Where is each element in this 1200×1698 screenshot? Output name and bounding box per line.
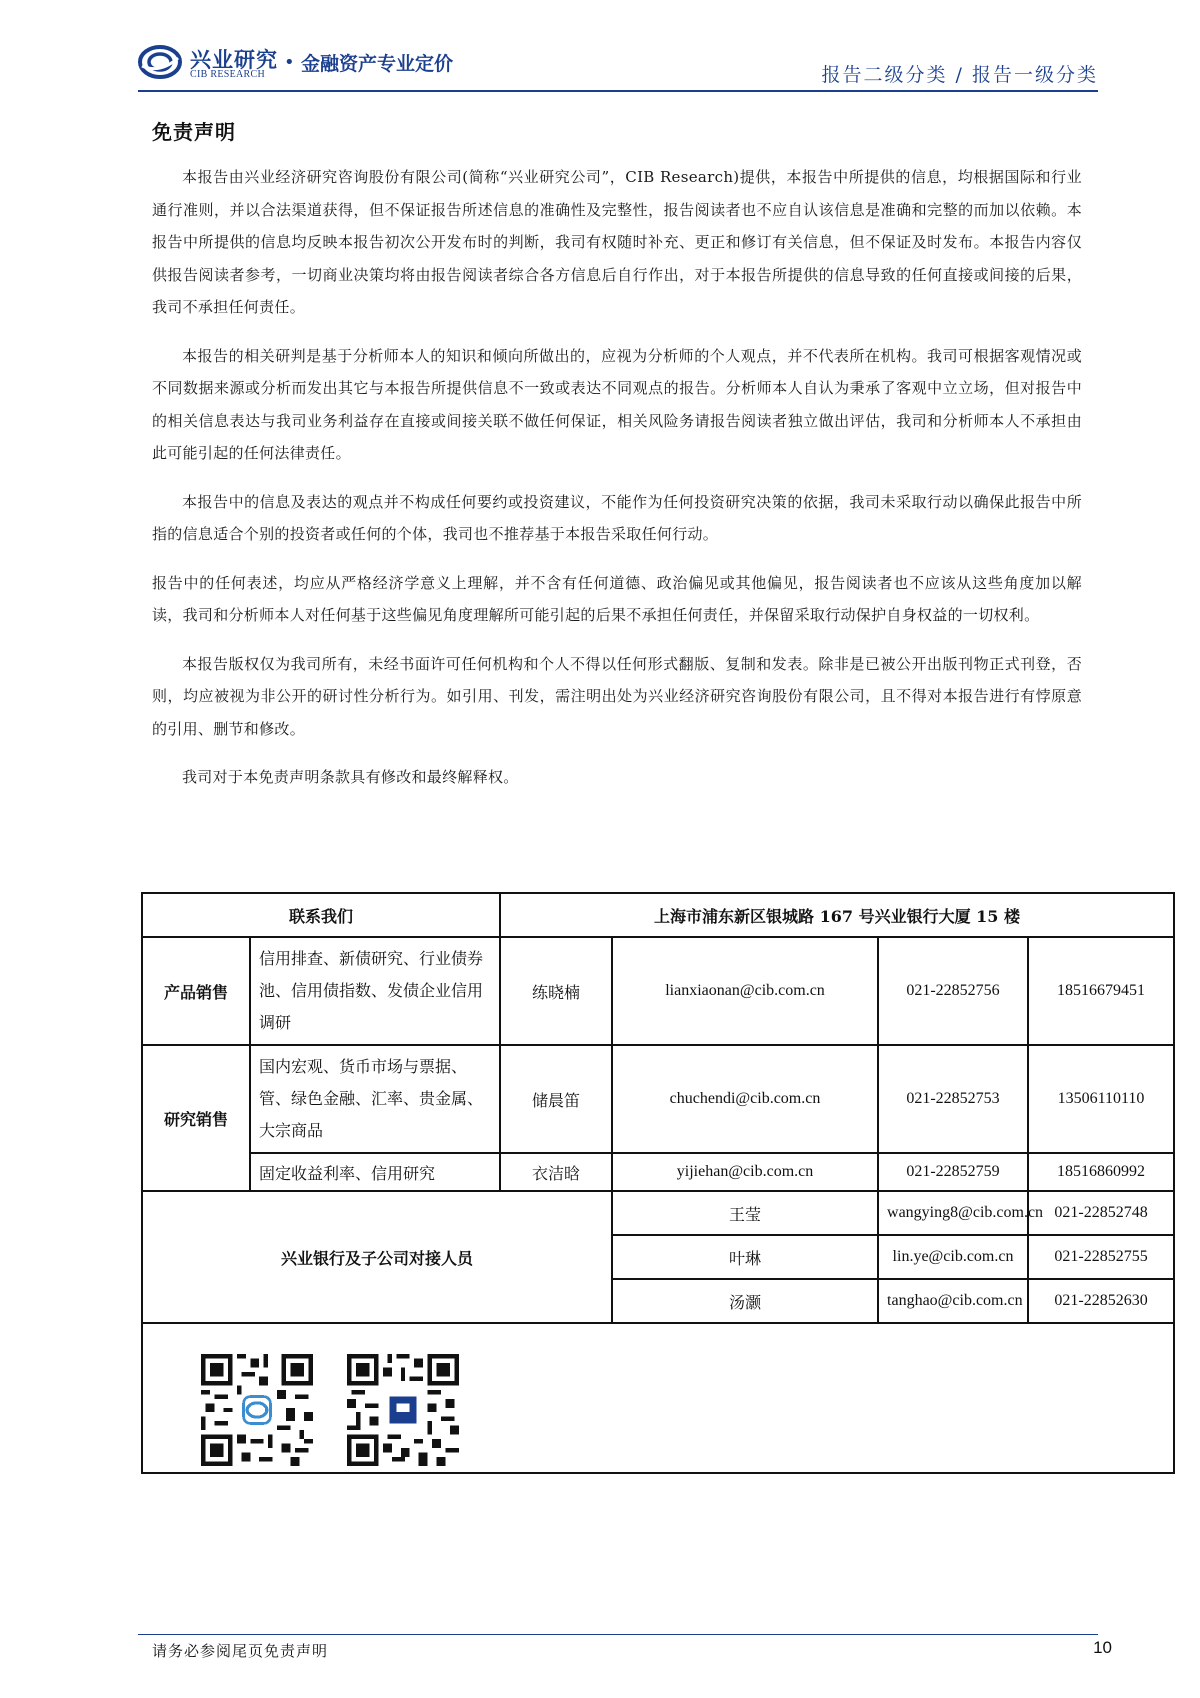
contact-name: 汤灏	[612, 1279, 878, 1323]
page-title: 免责声明	[152, 120, 236, 144]
contact-email[interactable]: wangying8@cib.com.cn	[878, 1191, 1028, 1235]
disclaimer-paragraph: 本报告的相关研判是基于分析师本人的知识和倾向所做出的，应视为分析师的个人观点，并不代表所在机构。我司可根据客观情况或不同数据来源或分析而发出其它与本报告所提供信息不一致或表达不同观点的报告。分析师本人自认为秉承了客观中立立场，但对报告中的相关信息表达与我司业务利益存在直接或间接关联不做任何保证，相关风险务请报告阅读者独立做出评估，我司和分析师本人不承担由此可能引起的任何法律责任。	[152, 346, 1082, 462]
coverage-topic: 信用排查、新债研究、行业债券池、信用债指数、发债企业信用调研	[250, 937, 500, 1045]
table-row	[142, 937, 1174, 1045]
footer-divider	[138, 1634, 1098, 1635]
disclaimer-body	[152, 161, 1082, 810]
contact-phone: 021-22852748	[1028, 1191, 1174, 1235]
table-row	[142, 1191, 1174, 1235]
contact-phone: 021-22852630	[1028, 1279, 1174, 1323]
contact-phone: 021-22852753	[878, 1045, 1028, 1153]
contact-table	[141, 892, 1175, 1474]
table-row	[142, 1045, 1174, 1153]
contact-header-label: 联系我们	[142, 893, 500, 937]
page-header	[138, 40, 1098, 90]
disclaimer-paragraph: 本报告版权仅为我司所有，未经书面许可任何机构和个人不得以任何形式翻版、复制和发表。除非是已被公开出版刊物正式刊登，否则，均应被视为非公开的研讨性分析行为。如引用、刊发，需注明出处为兴业经济研究咨询股份有限公司，且不得对本报告进行有悖原意的引用、删节和修改。	[152, 654, 1082, 738]
contact-phone: 021-22852755	[1028, 1235, 1174, 1279]
contact-mobile: 18516860992	[1028, 1153, 1174, 1191]
contact-name: 叶琳	[612, 1235, 878, 1279]
footer-note: 请务必参阅尾页免责声明	[152, 1642, 329, 1660]
disclaimer-paragraph: 报告中的任何表述，均应从严格经济学意义上理解，并不含有任何道德、政治偏见或其他偏见，报告阅读者也不应该从这些角度加以解读，我司和分析师本人对任何基于这些偏见角度理解所可能引起的后果不承担任何责任，并保留采取行动保护自身权益的一切权利。	[152, 573, 1082, 624]
contact-name: 衣洁晗	[500, 1153, 612, 1191]
qr-code-area	[142, 1323, 1174, 1473]
header-tagline: 金融资产专业定价	[301, 53, 454, 75]
contact-name: 王莹	[612, 1191, 878, 1235]
research-sales-label: 研究销售	[142, 1045, 250, 1191]
qr-code-icon	[347, 1354, 459, 1466]
table-row	[142, 1153, 1174, 1191]
table-row	[142, 1323, 1174, 1473]
report-category: 报告二级分类 / 报告一级分类	[821, 64, 1098, 86]
coverage-topic: 国内宏观、货币市场与票据、管、绿色金融、汇率、贵金属、大宗商品	[250, 1045, 500, 1153]
contact-email[interactable]: chuchendi@cib.com.cn	[612, 1045, 878, 1153]
page-number: 10	[1093, 1638, 1112, 1657]
qr-code-icon	[201, 1354, 313, 1466]
table-row	[142, 893, 1174, 937]
header-divider	[138, 90, 1098, 92]
cib-logo-icon	[138, 44, 182, 80]
header-separator: •	[284, 52, 295, 73]
contact-phone: 021-22852759	[878, 1153, 1028, 1191]
contact-mobile: 18516679451	[1028, 937, 1174, 1045]
disclaimer-paragraph: 我司对于本免责声明条款具有修改和最终解释权。	[182, 768, 519, 786]
disclaimer-paragraph: 本报告中的信息及表达的观点并不构成任何要约或投资建议，不能作为任何投资研究决策的依据，我司未采取行动以确保此报告中所指的信息适合个别的投资者或任何的个体，我司也不推荐基于本报告采取任何行动。	[152, 492, 1082, 543]
contact-email[interactable]: yijiehan@cib.com.cn	[612, 1153, 878, 1191]
disclaimer-paragraph: 本报告由兴业经济研究咨询股份有限公司(简称“兴业研究公司”，CIB Research)提供，本报告中所提供的信息，均根据国际和行业通行准则，并以合法渠道获得，但不保证报告所述信息的准确性及完整性，报告阅读者也不应自认该信息是准确和完整的而加以依赖。本报告中所提供的信息均反映本报告初次公开发布时的判断，我司有权随时补充、更正和修订有关信息，但不保证及时发布。本报告内容仅供报告阅读者参考，一切商业决策均将由报告阅读者综合各方信息后自行作出，对于本报告所提供的信息导致的任何直接或间接的后果，我司不承担任何责任。	[152, 168, 1082, 316]
contact-name: 练晓楠	[500, 937, 612, 1045]
bank-liaison-label: 兴业银行及子公司对接人员	[142, 1191, 612, 1323]
contact-address: 上海市浦东新区银城路 167 号兴业银行大厦 15 楼	[500, 893, 1174, 937]
contact-email[interactable]: tanghao@cib.com.cn	[878, 1279, 1028, 1323]
contact-name: 储晨笛	[500, 1045, 612, 1153]
contact-email[interactable]: lin.ye@cib.com.cn	[878, 1235, 1028, 1279]
brand-name-en: CIB RESEARCH	[190, 69, 266, 80]
contact-email[interactable]: lianxiaonan@cib.com.cn	[612, 937, 878, 1045]
coverage-topic: 固定收益利率、信用研究	[250, 1153, 500, 1191]
contact-phone: 021-22852756	[878, 937, 1028, 1045]
product-sales-label: 产品销售	[142, 937, 250, 1045]
brand-name: 兴业研究	[190, 48, 278, 72]
contact-mobile: 13506110110	[1028, 1045, 1174, 1153]
